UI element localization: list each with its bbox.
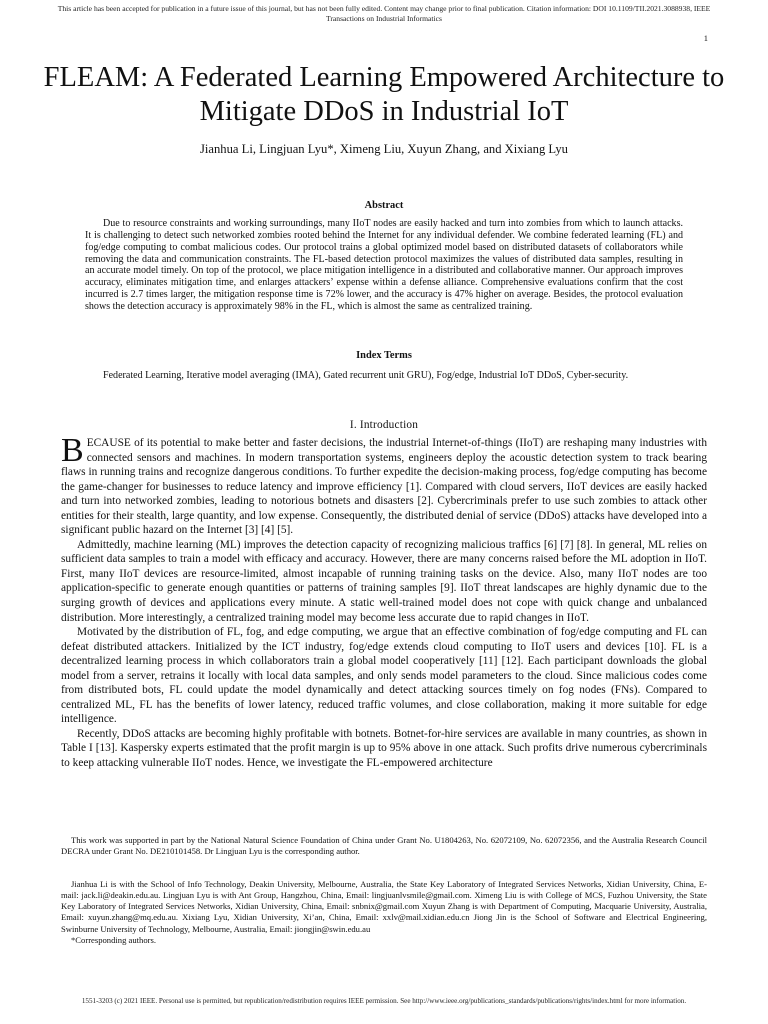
abstract-heading: Abstract xyxy=(364,200,404,211)
notice-line-1: This article has been accepted for publication in a future issue of this journal, but has not been fully edited. Content may change prior to final publication. Citation information: DOI 10.1109/TII.2021.3088938, IEEE xyxy=(57,4,711,13)
abstract-text: Due to resource constraints and working surroundings, many IIoT nodes are easily hacked and turn into zombies from which to launch attacks. It is challenging to detect such networked zombies rooted behind the Internet for any individual defender. We combine federated learning (FL) and fog/edge computing to combat malicious codes. Our protocol trains a global optimized model based on distributed datasets of collaborators while removing the data and communication constraints. The FL-based detection protocol maximizes the values of distributed data samples, resulting in an accurate model timely. On top of the protocol, we place mitigation intelligence in a distributed and collaborative manner. Our approach improves accuracy, eliminates mitigation time, and enlarges attackers’ expense within a defense alliance. Comprehensive evaluations confirm that the cost incurred is 2.7 times larger, the mitigation response time is 72% lower, and the accuracy is 47% higher on average. Besides, the protocol evaluation shows the detection accuracy is approximately 98% in the FL, which is almost the same as centralized training. xyxy=(85,218,683,312)
funding-footnote: This work was supported in part by the National Natural Science Foundation of China under Grant No. U1804263, No. 62072109, No. 62072356, and the Australia Research Council DECRA under Grant No. DE210101458. Dr Lingjuan Lyu is the corresponding author. xyxy=(61,835,707,857)
intro-paragraph-3: Motivated by the distribution of FL, fog, and edge computing, we argue that an effective combination of fog/edge computing and FL can defeat distributed attackers. Initialized by the ICT industry, fog/edge extends cloud computing to IIoT users and devices [10]. FL is a decentralized learning process in which collaborators train a global model cooperatively [11] [12]. Each participant downloads the global model from a server, retrains it locally with local data samples, and only sends model parameters to the cloud. Since malicious codes come from distributed bots, FL could update the model dynamically and detect attacking sources timely on fog nodes (FNs). Compared to centralized ML, FL has the benefits of lower latency, reduced traffic volumes, and close collaboration, making it more suitable for edge intelligence. xyxy=(61,626,707,726)
intro-paragraph-1 xyxy=(61,432,707,538)
copyright-footer: 1551-3203 (c) 2021 IEEE. Personal use is permitted, but republication/redistribution requires IEEE permission. See http://www.ieee.org/publications_standards/publications/rights/index.html for more information. xyxy=(81,997,687,1005)
intro-paragraph-4: Recently, DDoS attacks are becoming highly profitable with botnets. Botnet-for-hire services are available in many countries, as shown in Table I [13]. Kaspersky experts estimated that the profit margin is up to 95% above in one attack. Such profits drive numerous cybercriminals to keep attacking vulnerable IIoT nodes. Hence, we investigate the FL-empowered architecture xyxy=(61,727,707,770)
paper-title: FLEAM: A Federated Learning Empowered Architecture to Mitigate DDoS in Industrial IoT xyxy=(43,62,725,127)
index-terms-heading: Index Terms xyxy=(356,350,412,361)
drop-cap: B xyxy=(61,432,84,469)
author-list: Jianhua Li, Lingjuan Lyu*, Ximeng Liu, Xuyun Zhang, and Xixiang Lyu xyxy=(200,142,568,156)
page-number: 1 xyxy=(703,33,708,43)
intro-paragraph-2: Admittedly, machine learning (ML) improves the detection capacity of recognizing malicious traffics [6] [7] [8]. In general, ML relies on sufficient data samples to train a model with efficacy and accuracy. However, there are many concerns raised before the ML adoption in IIoT. First, many IIoT devices are resource-limited, almost incapable of running training tasks on the device. Also, many IIoT nodes are too application-specific to generate enough quantities or patterns of training samples [9]. IIoT threat landscapes are highly dynamic due to the surging growth of devices and applications every minute. A static well-trained model does not cope with quick change and unbalanced distribution. More interestingly, a centralized training model may become less accurate due to rapid changes in IIoT. xyxy=(61,538,707,624)
publication-notice xyxy=(20,4,748,24)
corresponding-footnote: *Corresponding authors. xyxy=(71,934,156,945)
introduction-body xyxy=(61,432,707,771)
section-heading-introduction: I. Introduction xyxy=(349,419,419,431)
footnotes xyxy=(61,835,707,946)
index-terms-text: Federated Learning, Iterative model averaging (IMA), Gated recurrent unit GRU), Fog/edge, Industrial IoT DDoS, Cyber-security. xyxy=(103,370,629,381)
affiliations-footnote: Jianhua Li is with the School of Info Technology, Deakin University, Melbourne, Australia, the State Key Laboratory of Integrated Services Networks, Xidian University, China, E-mail: jack.li@deakin.edu.au. Lingjuan Lyu is with Ant Group, Hangzhou, China, Email: lingjuanlvsmile@gmail.com. Ximeng Liu is with College of MCS, Fuzhou University, the State Key Laboratory of Integrated Services Networks, Xidian University, China, Email: snbnix@gmail.com Xuyun Zhang is with Department of Computing, Macquarie University, Australia, Email: xuyun.zhang@mq.edu.au. Xixiang Lyu, Xidian University, Xi’an, China, Email: xxlv@mail.xidian.edu.cn Jiong Jin is the School of Software and Electrical Engineering, Swinburne University of Technology, Melbourne, Australia, Email: jiongjin@swin.edu.au xyxy=(61,879,707,934)
intro-paragraph-1-text: ECAUSE of its potential to make better and faster decisions, the industrial Internet-of-things (IIoT) are reshaping many industries with connected sensors and machines. In modern transportation systems, engineers deploy the acoustic detection system to track bearing flaws in running trains and recognize dangerous conditions. To further expedite the decision-making process, fog/edge computing has become the game-changer for businesses to reduce latency and improve efficiency [1]. Compared with cloud servers, IIoT devices are easily hacked and turn into networked zombies, leading to notorious botnets and disasters [2]. Cybercriminals prefer to use such zombies to attack other entities for their stealth, large quantity, and low expense. Consequently, the distributed denial of service (DDoS) attacks have developed into a significant public hazard on the Internet [3] [4] [5]. xyxy=(61,437,707,537)
notice-line-2: Transactions on Industrial Informatics xyxy=(326,14,442,23)
